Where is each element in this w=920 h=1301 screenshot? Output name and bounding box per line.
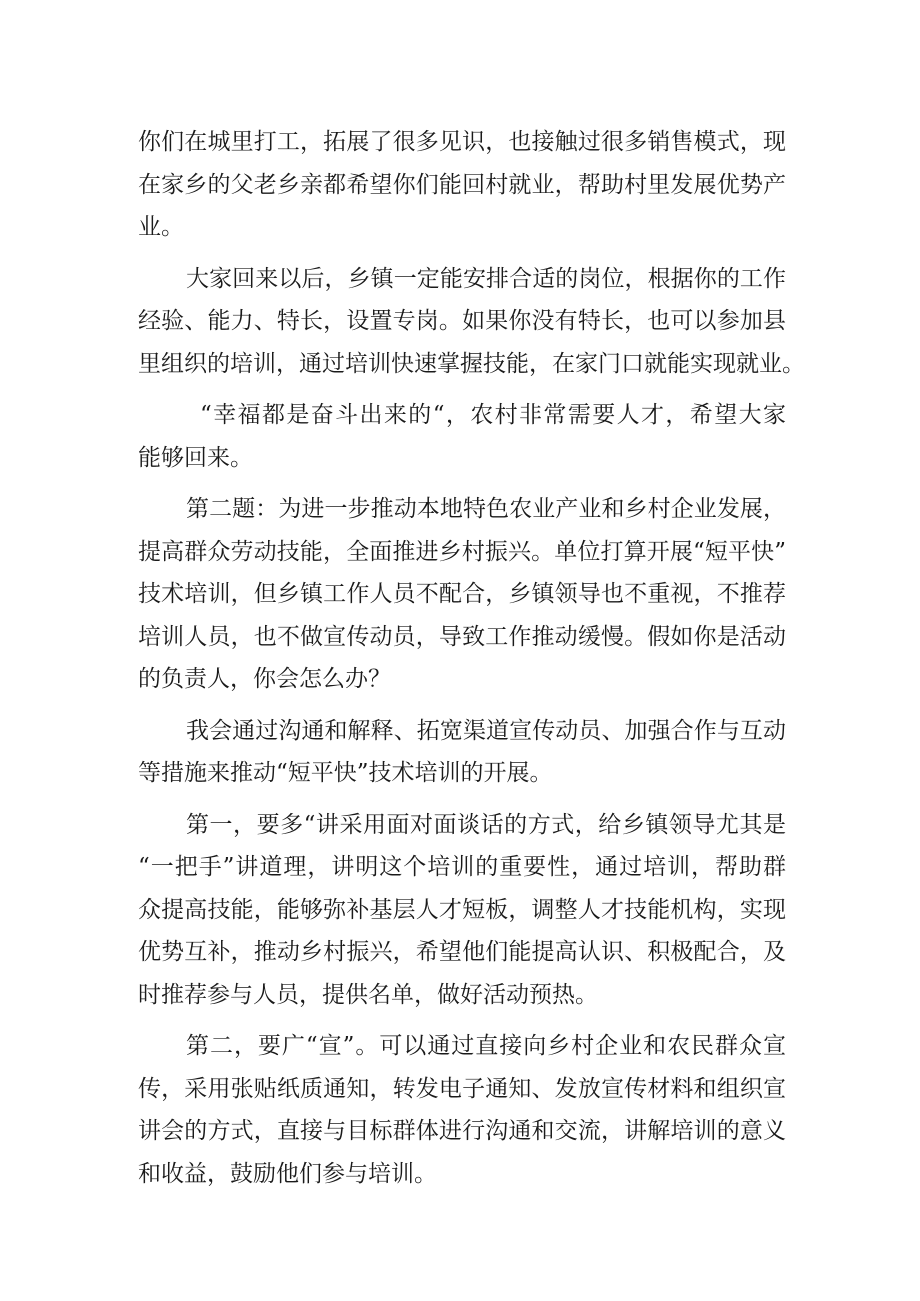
document-body — [138, 121, 805, 1195]
text-line: 业。 — [138, 214, 184, 240]
text-line: “一把手”讲道理，讲明这个培训的重要性，通过培训，帮助群 — [138, 854, 786, 880]
text-line: 提高群众劳动技能，全面推进乡村振兴。单位打算开展“短平快” — [138, 538, 786, 565]
text-line: 在家乡的父老乡亲都希望你们能回村就业，帮助村里发展优势产 — [138, 171, 786, 198]
text-line: 优势互补，推动乡村振兴，希望他们能提高认识、积极配合，及 — [138, 939, 786, 965]
paragraph — [138, 394, 786, 479]
text-line: 我会通过沟通和解释、拓宽渠道宣传动员、加强合作与互动 — [186, 717, 786, 744]
text-line: 能够回来。 — [138, 444, 253, 471]
text-line: 众提高技能，能够弥补基层人才短板，调整人才技能机构，实现 — [138, 896, 786, 923]
text-line: 传，采用张贴纸质通知，转发电子通知、发放宣传材料和组织宣 — [138, 1075, 786, 1102]
text-line: 和收益，鼓励他们参与培训。 — [138, 1160, 437, 1187]
paragraph — [138, 258, 805, 386]
paragraph — [138, 121, 786, 249]
text-line: 等措施来推动“短平快”技术培训的开展。 — [138, 760, 553, 786]
text-line: 时推荐参与人员，提供名单，做好活动预热。 — [138, 981, 598, 1008]
text-line: 里组织的培训，通过培训快速掌握技能，在家门口就能实现就业。 — [138, 350, 805, 377]
text-line: 你们在城里打工，拓展了很多见识，也接触过很多销售模式，现 — [138, 129, 786, 155]
text-line: 技术培训，但乡镇工作人员不配合，乡镇领导也不重视，不推荐 — [138, 581, 786, 607]
paragraph — [138, 488, 786, 701]
text-line: 第二题：为进一步推动本地特色农业产业和乡村企业发展， — [186, 496, 786, 522]
text-line: 第一，要多“讲采用面对面谈话的方式，给乡镇领导尤其是 — [186, 811, 786, 838]
paragraph — [138, 710, 786, 795]
text-line: 讲会的方式，直接与目标群体进行沟通和交流，讲解培训的意义 — [138, 1118, 786, 1144]
paragraph — [138, 804, 786, 1017]
text-line: “幸福都是奋斗出来的“，农村非常需要人才，希望大家 — [200, 402, 786, 428]
text-line: 经验、能力、特长，设置专岗。如果你没有特长，也可以参加县 — [138, 308, 786, 334]
text-line: 大家回来以后，乡镇一定能安排合适的岗位，根据你的工作 — [186, 265, 786, 292]
text-line: 的负责人，你会怎么办？ — [138, 666, 391, 692]
text-line: 培训人员，也不做宣传动员，导致工作推动缓慢。假如你是活动 — [138, 623, 786, 650]
paragraph — [138, 1025, 786, 1195]
text-line: 第二，要广“宣”。可以通过直接向乡村企业和农民群众宣 — [186, 1033, 786, 1059]
